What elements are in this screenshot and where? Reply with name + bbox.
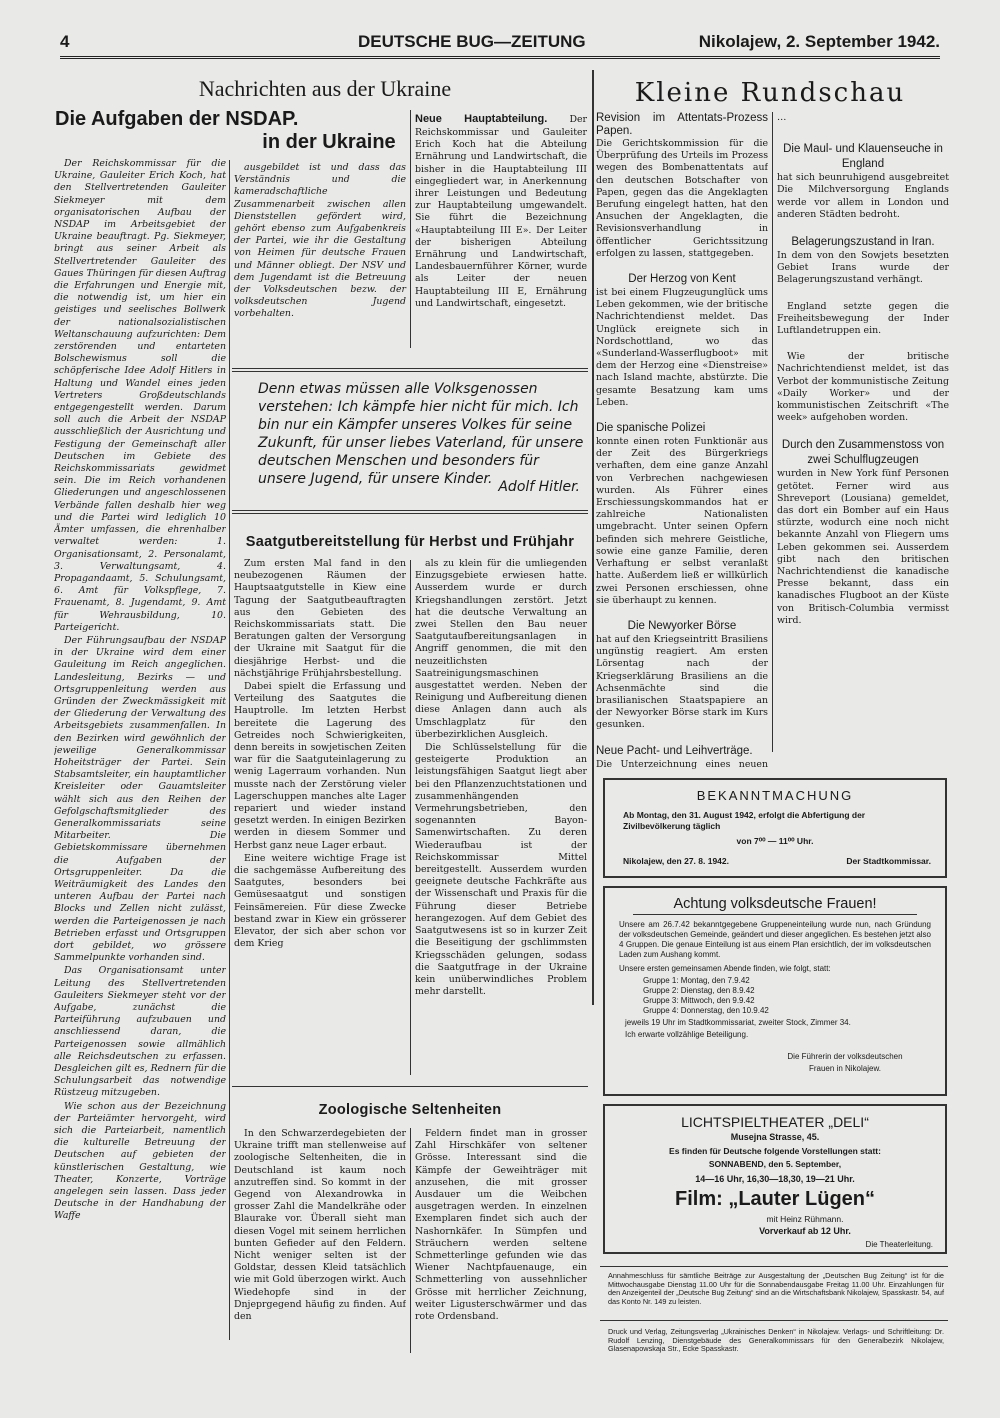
- saatgut-headline: Saatgutbereitstellung für Herbst und Frühjahr: [245, 534, 575, 550]
- iran-text: In dem von den Sowjets besetzten Gebiet Irans wurde der Belagerungszustand verhängt.: [777, 250, 949, 286]
- frauen-venue: jeweils 19 Uhr im Stadtkommissariat, zweiter Stock, Zimmer 34.: [625, 1018, 851, 1027]
- divider: [633, 914, 917, 915]
- paper-name: DEUTSCHE BUG—ZEITUNG: [358, 32, 586, 51]
- column-divider: [592, 70, 594, 1005]
- column-rule: [410, 560, 411, 1075]
- kino-box: [603, 1104, 947, 1254]
- rundschau-col2: [777, 112, 949, 772]
- bekanntmachung-title: BEKANNTMACHUNG: [696, 788, 854, 803]
- page-number: 4: [60, 32, 70, 51]
- divider: [232, 1086, 588, 1087]
- saatgut-col1: [234, 558, 406, 1078]
- kino-presale: Vorverkauf ab 12 Uhr.: [759, 1226, 851, 1236]
- frauen-signature-2: Frauen in Nikolajew.: [808, 1064, 882, 1073]
- column-rule: [772, 112, 773, 752]
- quote-author: Adolf Hitler.: [498, 479, 580, 495]
- paragraph: Der Reichskommissar für die Ukraine, Gauleiter Erich Koch, hat den Stellvertretenden Gauleiter Siekmeyer mit dem organisatorischen Aufbau der NSDAP im Arbeitsgebiet der Ukraine beauftragt. Pg. Siekmeyer, bringt aus seiner Arbeit als Stellvertretender Gauleiter des Gaues Thüringen für diesen Auftrag die Erfahrungen und Energie mit, die notwendig ist, um hier ein geistiges und seelisches Bollwerk der nationalsozialistischen Weltanschauung aufzurichten: Dem zerstörenden und entarteten Bolschewismus soll die schöpferische Idee Adolf Hitlers in Haltung und Wandel eines jeden Vertreters Großdeutschlands entgegengestellt werden. Darum soll auch die Arbeit der NSDAP ausschließlich der Ausrichtung und Festigung der Gemeinschaft aller Deutschen im Gebiete des Reichskommissariats gewidmet sein. Die im Reich vorhandenen Gliederungen und angeschlossenen Verbände fallen deshalb hier weg und die Partei wird lediglich 10 Ämter umfassen, die ehrenhalber verwaltet werden: 1. Organisationsamt, 2. Personalamt, 3. Verwaltungsamt, 4. Propagandaamt, 5. Schulungsamt, 6. Amt für Volkspflege, 7. Frauenamt, 8. Jugendamt, 9. Amt für Wehrausbildung, 10. Parteigericht.: [54, 158, 226, 633]
- group-item: Gruppe 3: Mittwoch, den 9.9.42: [643, 996, 755, 1005]
- hauptabteilung-headline: Neue Hauptabteilung.: [415, 113, 548, 125]
- saatgut-col2: [415, 558, 587, 1078]
- kino-day: SONNABEND, den 5. September,: [708, 1159, 842, 1169]
- kino-times: 14—16 Uhr, 16,30—18,30, 19—21 Uhr.: [695, 1174, 855, 1184]
- frauen-closing: Ich erwarte vollzählige Beteiligung.: [625, 1030, 749, 1039]
- polizei-headline: Die spanische Polizei: [596, 422, 706, 435]
- worker-text: Wie der britische Nachrichtendienst meldet, ist das Verbot der kommunistische Zeitung «Daily Worker» und der kommunistischen Zeitschrift «The week» aufgehoben worden.: [777, 351, 949, 424]
- frauen-intro: Unsere am 26.7.42 bekanntgegebene Gruppeneinteilung wurde nun, nach Gründung der volksdeutschen Gemeinde, geändert und dieser angeglichen. Es bestehen jetzt also 4 Gruppen. Die genaue Einteilung ist aus einem Plan ersichtlich, der im volksdeutschen Laden zum Aushang kommt.: [619, 920, 931, 959]
- column-rule: [410, 1128, 411, 1353]
- maul-headline: Die Maul- und Klauenseuche in England: [783, 143, 943, 171]
- nsdap-headline: Die Aufgaben der NSDAP.: [55, 108, 299, 130]
- pacht-text-cont: …: [777, 112, 787, 123]
- pacht-text: Die Unterzeichnung eines neuen: [596, 758, 768, 770]
- kino-address: Musejna Strasse, 45.: [730, 1132, 820, 1142]
- hauptabteilung-text: Der Reichskommissar und Gauleiter Erich Koch hat die Abteilung Ernährung und Landwirtschaft, die bisher in die Hauptabteilung III eingegliedert war, in Anerkennung ihrer Leistungen und Bedeutung zur Hauptabteilung umgewandelt. Sie führt die Bezeichnung «Hauptabteilung III E». Der Leiter der bisherigen Abteilung Ernährung und Landwirtschaft, Landesbauernführer Körner, wurde als Leiter der neuen Hauptabteilung III E, Ernährung und Landwirtschaft, eingesetzt.: [415, 114, 587, 309]
- frauen-meetings-intro: Unsere ersten gemeinsamen Abende finden, wie folgt, statt:: [619, 964, 831, 973]
- paragraph: Eine weitere wichtige Frage ist die sachgemässe Aufbereitung des Saatgutes, besonders bei Gemüsesaatgut und sonstigen Feinsämereien. Für diese Zwecke bestand zwar in Kiew ein grösserer Elevator, der sich aber schon vor dem Krieg: [234, 852, 406, 950]
- paragraph: Zum ersten Mal fand in den neubezogenen Räumen der Hauptsaatgutstelle in Kiew eine Tagung der Saatgutbeauftragten aus den Gebieten des Reichskommissariats statt. Die Beratungen galten der Versorgung der Ukraine mit Saatgut für die diesjährige Herbst- und die nächstjährige Frühjahrsbestellung.: [234, 558, 406, 679]
- kino-signer: Die Theaterleitung.: [865, 1240, 933, 1249]
- iran-headline: Belagerungszustand in Iran.: [791, 236, 935, 249]
- paragraph: Die Schlüsselstellung für die gesteigerte Produktion an leistungsfähigen Saatgut liegt aber bei den Pflanzenzuchtstationen und zusammenhängenden Vermehrungsbetrieben, den sogenannten Bayon-Samenwirtschaften. Zu deren Wiederaufbau ist der Reichskommissar Mittel bereitgestellt. Ausserdem wurden geeignete deutsche Fachkräfte aus der Wissenschaft und Praxis für die Führung dieser Betriebe herangezogen. Auf dem Gebiet des Saatgutwesens ist so in kurzer Zeit die Beseitigung der gschlimmsten Kriegsschäden gelungen, sodass die Saatgutfrage in der Ukraine kein unüberwindliches Problem mehr darstellt.: [415, 742, 587, 998]
- quote-rule-bottom: [232, 510, 588, 514]
- polizei-text: konnte einen roten Funktionär aus der Zeit des Bürgerkriegs verhaften, dem eine ganze Anzahl von Verbrechen nachgewiesen wurden. Als Führer eines Erschiessungskommandos hat er zahlreiche Nationalisten umgebracht. Unter seinen Opfern befinden sich mehrere Geistliche, sowie eine ganze Familie, deren Verhaftung er selbst veranlaßt hatte. Außerdem ließ er willkürlich zwei Personen erschiessen, ohne sie überhaupt zu kennen.: [596, 436, 768, 606]
- bekanntmachung-text: Ab Montag, den 31. August 1942, erfolgt die Abfertigung der Zivilbevölkerung täglich: [623, 810, 866, 831]
- divider: [600, 1320, 948, 1321]
- hauptabteilung-article: [415, 112, 587, 310]
- bekanntmachung-hours: von 7⁰⁰ — 11⁰⁰ Uhr.: [736, 836, 814, 846]
- group-item: Gruppe 4: Donnerstag, den 10.9.42: [643, 1006, 769, 1015]
- nsdap-article-col1: [54, 158, 226, 1338]
- paragraph: Der Führungsaufbau der NSDAP in der Ukraine wird dem einer Gauleitung im Reich angeglichen. Landesleitung, Bezirks — und Ortsgruppenleitung werden aus Gründen der Zweckmässigkeit mit der Gliederung der Verwaltung des Arbeitsgebiets zusammenfallen. In den Bezirken wird gewöhnlich der jeweilige Generalkommissar Hoheitsträger der Partei. Sein Stabsamtsleiter, ein hauptamtlicher Kreisleiter oder Gauamtsleiter wählt sich aus den Reihen der Gefolgschaftsmitglieder des Generalkommissariats seine Mitarbeiter. Die Gebietskommissare übernehmen die Aufgaben der Ortsgruppenleiter. Da die Weiträumigkeit des Landes den unteren Aufbau der Partei nach Blocks und Zellen nicht zulässt, werden die Parteigenossen je nach Betrieben erfasst und Ortsgruppen dort gebildet, wo grössere Sammelpunkte vorhanden sind.: [54, 634, 226, 964]
- column-rule: [410, 110, 411, 348]
- papen-headline: Revision im Attentats-Prozess Papen.: [596, 112, 768, 137]
- maul-text: hat sich beunruhigend ausgebreitet Die Milchversorgung Englands werde vor allem in London und anderen Städten bedroht.: [777, 172, 949, 220]
- masthead: [60, 30, 940, 59]
- paragraph: Feldern findet man in grosser Zahl Hirschkäfer von seltener Grösse. Interessant sind die Kämpfe der Geweihträger mit anzusehen, die mit grosser Ausdauer um die Weibchen ausgetragen werden. In einzelnen Exemplaren findet sich auch der Nashornkäfer. In Sümpfen und Sträuchern werden seltene Schmetterlinge gefunden wie das Wiener Nachtpfauenauge, ein Schmetterling von aussehnlicher Grösse mit herrlicher Zeichnung, weiter Ligusterschwärmer und das rote Ordensband.: [415, 1128, 587, 1323]
- boerse-text: hat auf den Kriegseintritt Brasiliens ungünstig reagiert. Am ersten Lörsentag nach der Kriegserklärung Brasiliens an die Achsenmächte sind die brasilianischen Staatspapiere an der Newyorker Börse stark im Kurs gesunken.: [596, 633, 768, 731]
- rundschau-title: Kleine Rundschau: [634, 78, 906, 108]
- rundschau-col1: [596, 112, 768, 772]
- frauen-group-list: [643, 976, 923, 1016]
- paragraph: In den Schwarzerdegebieten der Ukraine trifft man stellenweise auf zoologische Seltenheiten, die in Deutschland ist kaum noch anzutreffen sind. So kommt in der Gegend von Alexandrowka in grosser Zahl die Mandelkrähe oder Blaurake vor. Überall sieht man diesen Vogel mit seinem herrlichen bunten Gefieder auf den Feldern. Nicht weniger selten ist der Goldstar, dessen Kleid tatsächlich wie mit Gold überzogen wirkt. Auch Wiedehopfe sind in der Dnjeprgegend häufig zu finden. Auf den: [234, 1128, 406, 1323]
- paragraph: Das Organisationsamt unter Leitung des Stellvertretenden Gauleiters Siekmeyer steht vor der Aufgabe, zunächst die Parteiführung aufzubauen und anschliessend daran, die Parteigenossen sowie allmählich alle Reichsdeutschen zu erfassen. Desgleichen gilt es, Rednern für die Schulungsarbeit das notwendige Rüstzeug mitzugeben.: [54, 965, 226, 1099]
- papen-text: Die Gerichtskommission für die Überprüfung des Urteils im Prozess wegen des Bombenattentats auf den deutschen Botschafter von Papen, gegen das die Angeklagten Berufung eingelegt hatten, hat den Ansuchen der Angeklagten, die Revisionsverhandlung in öffentlicher Gerichtssitzung erfolgen zu lassen, stattgegeben.: [596, 138, 768, 259]
- group-item: Gruppe 2: Dienstag, den 8.9.42: [643, 986, 755, 995]
- nsdap-headline-2: in der Ukraine: [262, 131, 396, 153]
- england-text: England setzte gegen die Freiheitsbewegung der Inder Luftlandetruppen ein.: [777, 300, 949, 337]
- bekanntmachung-box: [603, 778, 947, 878]
- zoo-headline: Zoologische Seltenheiten: [318, 1102, 502, 1118]
- zoo-col2: [415, 1128, 587, 1360]
- schulflug-headline: Durch den Zusammenstoss von zwei Schulflugzeugen: [781, 439, 945, 467]
- quote-rule-top: [232, 368, 588, 372]
- kino-film: Film: „Lauter Lügen“: [675, 1188, 875, 1210]
- impressum: Druck und Verlag, Zeitungsverlag „Ukrainisches Denken“ in Nikolajew. Verlags- und Schriftleitung: Dr. Rudolf Lenzing, Dienstgebäude des Generalkommissars für den Generalbezirk Nikolajew, Glasenapowskaja Str., Ecke Spasskastr.: [608, 1327, 944, 1353]
- hitler-quote: Denn etwas müssen alle Volksgenossen verstehen: Ich kämpfe hier nicht für mich. Ich bin nur ein Kämpfer unseres Volkes für seine Zukunft, für unser liebes Vaterland, für unsere deutschen Menschen und besonders für unsere Jugend, für unsere Kinder.: [258, 381, 584, 487]
- section-title: Nachrichten aus der Ukraine: [198, 76, 452, 101]
- dateline: Nikolajew, 2. September 1942.: [698, 32, 940, 51]
- divider: [600, 1266, 948, 1267]
- bekanntmachung-signer: Der Stadtkommissar.: [846, 856, 931, 866]
- paragraph: ausgebildet ist und dass das Verständnis und die kameradschaftliche Zusammenarbeit zwischen allen Dienststellen gefördert wird, gehört ebenso zum Aufgabenkreis der Partei, wie ihr die Gestaltung von Heimen für deutsche Frauen und Männer obliegt. Der NSV und dem Jugendamt ist die Betreuung der Volksdeutschen bezw. der volksdeutschen Jugend vorbehalten.: [234, 162, 406, 320]
- paragraph: als zu klein für die umliegenden Einzugsgebiete erwiesen hatte. Ausserdem wurde er durch Kriegshandlungen zerstört. Jetzt hat die deutsche Verwaltung an zwei Stellen den Bau neuer Saatgutaufbereitungsanlagen in Angriff genommen, die mit den neuzeitlichsten Saatreinigungsmaschinen ausgestattet werden. Neben der Reinigung und Aufbereitung dienen diese Anlagen dann auch als Umschlagplatz für den überbezirklichen Ausgleich.: [415, 558, 587, 740]
- kino-line1: Es finden für Deutsche folgende Vorstellungen statt:: [669, 1146, 881, 1156]
- boerse-headline: Die Newyorker Börse: [627, 619, 737, 632]
- kent-text: ist bei einem Flugzeugunglück ums Leben gekommen, wie der britische Nachrichtendienst meldet. Das Unglück ereignete sich in Nordschottland, wo das «Sunderland-Wasserflugboot» mit dem der Herzog eine «Dienstreise» nach Island machte, abstürzte. Die gesamte Besatzung kam ums Leben.: [596, 287, 768, 408]
- pacht-headline: Neue Pacht- und Leihverträge.: [596, 744, 753, 757]
- paragraph: Dabei spielt die Erfassung und Verteilung des Saatgutes die Hauptrolle. Im letzten Herbst bereitete die Lagerung des Getreides noch Schwierigkeiten, denn bereits in sowjetischen Zeiten war für die Saatguteinlagerung zu wenig Lagerraum vorhanden. Nun musste nach der Zerstörung vieler Lagerschuppen manches alte Lager repariert und wieder instand gesetzt werden. In einigen Bezirken werden in diesem Sommer und Herbst ganz neue Lager erbaut.: [234, 681, 406, 851]
- frauen-signature-1: Die Führerin der volksdeutschen: [787, 1052, 903, 1061]
- paragraph: Wie schon aus der Bezeichnung der Parteiämter hervorgeht, wird sich die Parteiarbeit, namentlich die kulturelle Betreuung der Deutschen auf gebieten der künstlerischen Gestaltung, wie Theater, Konzerte, Vorträge angelegen sein lassen. Dass jeder Deutsche in der Handhabung der Waffe: [54, 1100, 226, 1222]
- kent-headline: Der Herzog von Kent: [628, 273, 736, 286]
- schulflug-text: wurden in New York fünf Personen getötet. Ferner wird aus Shreveport (Lousiana) gemeldet, das dort ein Bomber auf ein Haus stürzte, wodurch eine noch nicht bekannte Anzahl von Fliegern ums Leben gekommen sei. Ausserdem gibt nach den britischen Nachrichtendienst die kanadische Presse bekannt, dass ein kanadisches Flugboot an der Küste von Britisch-Columbia vermisst wird.: [777, 468, 949, 626]
- kino-cast: mit Heinz Rühmann.: [766, 1214, 844, 1224]
- column-rule: [229, 160, 230, 1340]
- bekanntmachung-date: Nikolajew, den 27. 8. 1942.: [623, 856, 729, 866]
- annahme-notice: Annahmeschluss für sämtliche Beiträge zur Ausgestaltung der „Deutschen Bug Zeitung“ ist für die Mittwochausgabe Dienstag 11.00 Uhr für die Sonnabendausgabe Freitag 11.00 Uhr. Einzahlungen für den Anzeigenteil der „Deutsche Bug Zeitung“ sind an die Wirtschaftsbank Nikolajew, Spasskastr. 54, auf das Konto Nr. 149 zu leisten.: [608, 1271, 944, 1306]
- kino-title: LICHTSPIELTHEATER „DELI“: [681, 1114, 869, 1130]
- zoo-col1: [234, 1128, 406, 1360]
- nsdap-article-col2: [234, 162, 406, 322]
- frauen-box: [603, 886, 947, 1096]
- frauen-title: Achtung volksdeutsche Frauen!: [673, 896, 877, 912]
- group-item: Gruppe 1: Montag, den 7.9.42: [643, 976, 750, 985]
